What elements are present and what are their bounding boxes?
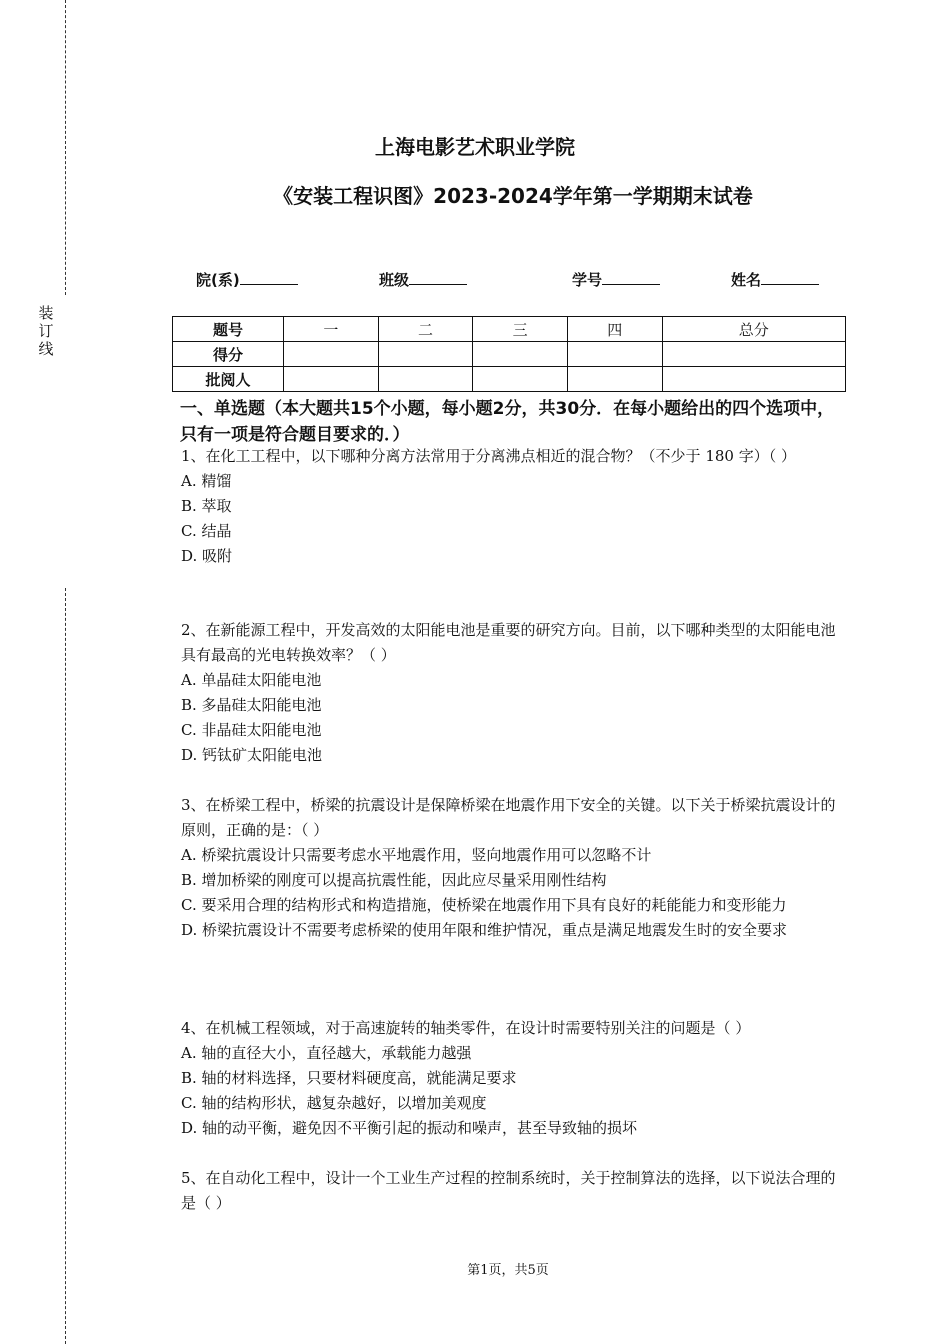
score-cell[interactable] xyxy=(284,342,379,367)
score-table xyxy=(172,316,846,392)
student-id-blank[interactable] xyxy=(602,270,660,285)
question-block xyxy=(181,793,839,943)
question-block xyxy=(181,1016,839,1141)
option: D. 吸附 xyxy=(181,547,233,565)
info-field-label: 班级 xyxy=(379,271,410,289)
info-field-name xyxy=(731,269,819,290)
column-header: 二 xyxy=(378,317,473,342)
class-blank[interactable] xyxy=(409,270,467,285)
option: C. 轴的结构形状，越复杂越好，以增加美观度 xyxy=(181,1094,487,1112)
page-number: 第1页，共5页 xyxy=(467,1263,549,1278)
option: C. 非晶硅太阳能电池 xyxy=(181,721,322,739)
binding-char: 线 xyxy=(38,340,54,358)
grader-cell[interactable] xyxy=(567,367,662,392)
info-field-label: 姓名 xyxy=(731,271,762,289)
question-block xyxy=(181,1166,839,1216)
binding-label xyxy=(36,304,56,358)
question-block xyxy=(181,618,839,768)
section-title: 一、单选题（本大题共15个小题，每小题2分，共30分．在每小题给出的四个选项中，只有一项是符合题目要求的．） xyxy=(180,399,835,445)
score-cell[interactable] xyxy=(473,342,568,367)
option: D. 钙钛矿太阳能电池 xyxy=(181,746,323,764)
grader-cell[interactable] xyxy=(473,367,568,392)
column-header: 四 xyxy=(567,317,662,342)
question-text: 4、在机械工程领域，对于高速旋转的轴类零件，在设计时需要特别关注的问题是（ ） xyxy=(181,1019,751,1037)
option: C. 要采用合理的结构形式和构造措施，使桥梁在地震作用下具有良好的耗能能力和变形能力 xyxy=(181,896,787,914)
row-header: 题号 xyxy=(173,317,284,342)
option: A. 单晶硅太阳能电池 xyxy=(181,671,322,689)
question-text: 5、在自动化工程中，设计一个工业生产过程的控制系统时，关于控制算法的选择，以下说法合理的是（ ） xyxy=(181,1169,836,1212)
school-name: 上海电影艺术职业学院 xyxy=(375,135,575,159)
grader-cell[interactable] xyxy=(284,367,379,392)
option: B. 轴的材料选择，只要材料硬度高，就能满足要求 xyxy=(181,1069,517,1087)
department-blank[interactable] xyxy=(240,270,298,285)
option: B. 萃取 xyxy=(181,497,232,515)
score-cell[interactable] xyxy=(567,342,662,367)
option: D. 桥梁抗震设计不需要考虑桥梁的使用年限和维护情况，重点是满足地震发生时的安全要求 xyxy=(181,921,788,939)
column-header: 总分 xyxy=(662,317,845,342)
info-field-class xyxy=(379,269,467,290)
score-cell[interactable] xyxy=(378,342,473,367)
binding-char: 订 xyxy=(38,322,54,340)
row-header: 批阅人 xyxy=(173,367,284,392)
table-row xyxy=(173,367,846,392)
option: A. 轴的直径大小，直径越大，承载能力越强 xyxy=(181,1044,472,1062)
grader-cell[interactable] xyxy=(378,367,473,392)
info-field-label: 学号 xyxy=(572,271,603,289)
option: A. 精馏 xyxy=(181,472,232,490)
score-cell[interactable] xyxy=(662,342,845,367)
info-field-student-id xyxy=(572,269,660,290)
row-header: 得分 xyxy=(173,342,284,367)
question-block xyxy=(181,444,839,569)
info-field-label: 院(系) xyxy=(196,271,240,289)
grader-cell[interactable] xyxy=(662,367,845,392)
question-text: 3、在桥梁工程中，桥梁的抗震设计是保障桥梁在地震作用下安全的关键。以下关于桥梁抗震设计的原则，正确的是：（ ） xyxy=(181,796,836,839)
table-row xyxy=(173,342,846,367)
option: B. 增加桥梁的刚度可以提高抗震性能，因此应尽量采用刚性结构 xyxy=(181,871,607,889)
option: C. 结晶 xyxy=(181,522,232,540)
question-text: 1、在化工工程中，以下哪种分离方法常用于分离沸点相近的混合物？（不少于 180 字）（ ） xyxy=(181,447,796,465)
name-blank[interactable] xyxy=(761,270,819,285)
table-row xyxy=(173,317,846,342)
option: B. 多晶硅太阳能电池 xyxy=(181,696,322,714)
binding-dashed-line-bottom xyxy=(65,588,66,1344)
question-text: 2、在新能源工程中，开发高效的太阳能电池是重要的研究方向。目前，以下哪种类型的太阳能电池具有最高的光电转换效率？（ ） xyxy=(181,621,836,664)
exam-title: 《安装工程识图》2023-2024学年第一学期期末试卷 xyxy=(273,184,753,208)
binding-char: 装 xyxy=(38,304,54,322)
column-header: 三 xyxy=(473,317,568,342)
column-header: 一 xyxy=(284,317,379,342)
option: A. 桥梁抗震设计只需要考虑水平地震作用，竖向地震作用可以忽略不计 xyxy=(181,846,652,864)
option: D. 轴的动平衡，避免因不平衡引起的振动和噪声，甚至导致轴的损坏 xyxy=(181,1119,638,1137)
info-field-department xyxy=(196,269,298,290)
